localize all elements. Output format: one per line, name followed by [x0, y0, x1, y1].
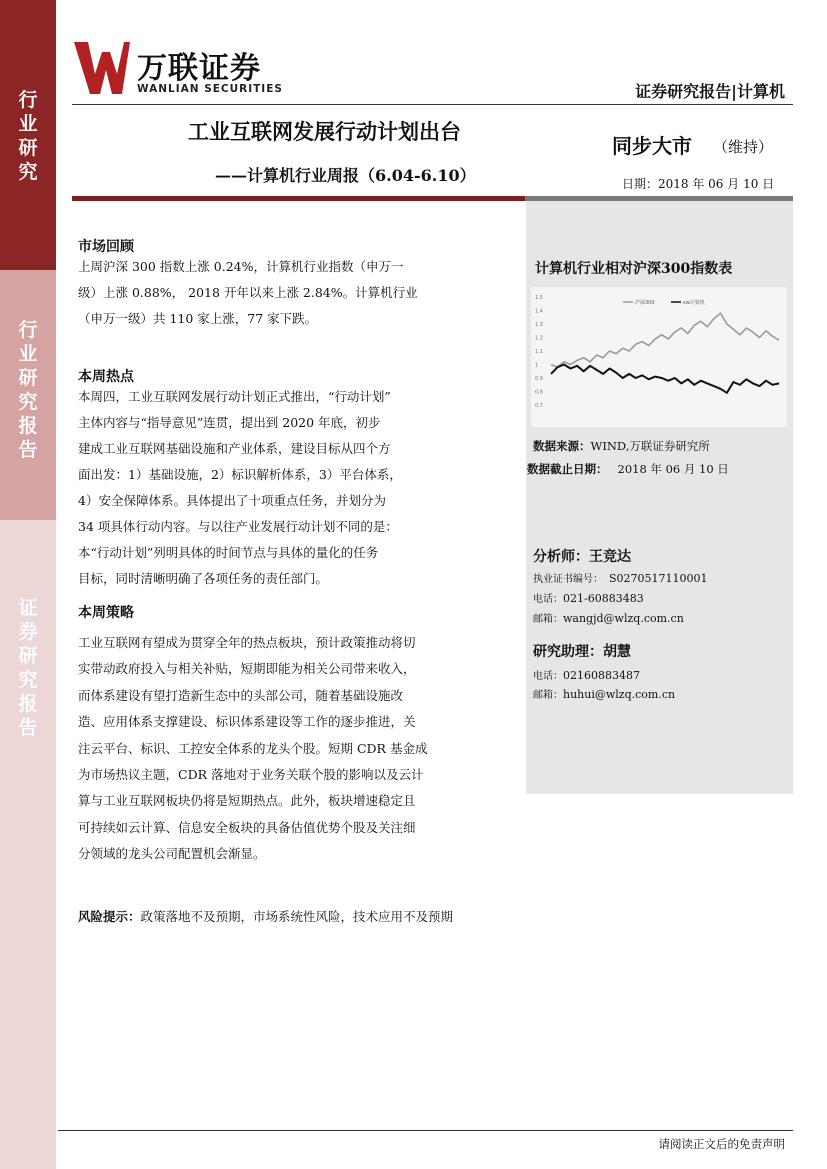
- section-body-market: [78, 254, 478, 332]
- y-tick-label: 1.4: [535, 308, 543, 315]
- section-body-hot: [78, 384, 478, 592]
- assistant-email: [533, 686, 675, 701]
- y-tick-label: 0.8: [535, 389, 543, 396]
- analyst-email: [533, 610, 684, 625]
- text-line: 而体系建设有望打造新生态中的头部公司，随着基础设施改: [78, 687, 404, 703]
- text-line: （申万一级）共 110 家上涨，77 家下跌。: [78, 311, 318, 326]
- sidebar-label-industry-report: [0, 318, 56, 462]
- text-line: 本周四，工业互联网发展行动计划正式推出，“行动计划”: [78, 389, 391, 404]
- sidebar-char: 券: [18, 621, 38, 643]
- sidebar-char: 究: [18, 391, 38, 413]
- wanlian-logo-icon: [72, 40, 130, 96]
- analyst-phone-label: 电话：: [533, 594, 563, 605]
- y-tick-label: 0.7: [535, 403, 543, 409]
- text-line: 可持续如云计算、信息安全板块的具备估值优势个股及关注细: [78, 819, 416, 835]
- sidebar-label-industry-research: [0, 88, 56, 184]
- sidebar-char: 业: [18, 343, 38, 365]
- y-tick-label: 1.3: [535, 322, 543, 328]
- sidebar-char: 证: [18, 597, 38, 619]
- sidebar-char: 究: [18, 161, 38, 183]
- y-tick-label: 1.5: [535, 295, 543, 301]
- assistant-heading: 研究助理：胡慧: [533, 644, 631, 660]
- data-cutoff: [527, 461, 729, 477]
- sidebar-char: 告: [18, 439, 38, 461]
- logo-english-name: WANLIAN SECURITIES: [137, 83, 283, 95]
- text-line: 算与工业互联网板块仍将是短期热点。此外，板块增速稳定且: [78, 793, 416, 809]
- data-source-label: 数据来源：: [533, 439, 591, 453]
- rating-status: （维持）: [713, 138, 774, 156]
- header-divider: [72, 104, 793, 105]
- data-source-text: WIND,万联证券研究所: [590, 439, 710, 453]
- sidebar-label-securities-report: [0, 596, 56, 740]
- assistant-email-address[interactable]: huhui@wlzq.com.cn: [563, 688, 676, 701]
- text-line: 建成工业互联网基础设施和产业体系，建设目标从四个方: [78, 441, 391, 456]
- analyst-phone: [533, 590, 644, 605]
- text-line: 级）上涨 0.88%， 2018 开年以来上涨 2.84%。计算机行业: [78, 285, 418, 300]
- analyst-heading: 分析师：王竞达: [533, 549, 631, 565]
- sidebar-char: 告: [18, 717, 38, 739]
- data-source: [533, 438, 710, 454]
- sidebar-char: 研: [18, 645, 38, 667]
- section-heading-strategy: 本周策略: [78, 605, 134, 621]
- risk-label: 风险提示：: [78, 909, 141, 924]
- analyst-cert-label: 执业证书编号：: [533, 574, 603, 585]
- sidebar-char: 行: [18, 89, 38, 111]
- section-body-strategy: [78, 630, 474, 868]
- text-line: 分领域的龙头公司配置机会渐显。: [78, 846, 266, 862]
- text-line: 为市场热议主题，CDR 落地对于业务关联个股的影响以及云计: [78, 767, 424, 783]
- disclaimer: 请阅读正文后的免责声明: [658, 1137, 785, 1151]
- data-cutoff-label: 数据截止日期：: [527, 462, 608, 476]
- y-tick-label: 1: [535, 362, 539, 369]
- assistant-phone-label: 电话：: [533, 671, 563, 682]
- section-heading-hot: 本周热点: [78, 369, 134, 385]
- text-line: 4）安全保障体系。具体提出了十项重点任务，并划分为: [78, 493, 386, 508]
- risk-warning: [78, 905, 478, 929]
- text-line: 本“行动计划”列明具体的时间节点与具体的量化的任务: [78, 545, 379, 560]
- analyst-email-address[interactable]: wangjd@wlzq.com.cn: [563, 612, 684, 625]
- chart-area: [531, 287, 787, 427]
- index-line-chart: [531, 287, 787, 427]
- series-line: [551, 365, 779, 393]
- analyst-email-label: 邮箱：: [533, 614, 563, 625]
- rating: 同步大市: [612, 134, 692, 158]
- data-cutoff-date: 2018 年 06 月 10 日: [617, 462, 729, 476]
- legend-label: sw计算机: [683, 300, 705, 306]
- sidebar-char: 究: [18, 669, 38, 691]
- logo-chinese-name: 万联证券: [137, 51, 261, 86]
- section-heading-market: 市场回顾: [78, 239, 134, 255]
- sidebar-char: 业: [18, 113, 38, 135]
- analyst-cert: [533, 570, 708, 585]
- sidebar-char: 报: [18, 693, 38, 715]
- assistant-email-label: 邮箱：: [533, 690, 563, 701]
- y-tick-label: 1.1: [535, 349, 543, 355]
- analyst-phone-number: 021-60883483: [563, 592, 644, 605]
- text-line: 面出发：1）基础设施，2）标识解析体系，3）平台体系，: [78, 467, 402, 482]
- risk-text: 政策落地不及预期，市场系统性风险，技术应用不及预期: [140, 909, 454, 924]
- y-tick-label: 1.2: [535, 335, 543, 342]
- report-subtitle: ——计算机行业周报（6.04-6.10）: [215, 166, 476, 185]
- y-tick-label: 0.9: [535, 376, 543, 382]
- text-line: 工业互联网有望成为贯穿全年的热点板块，预计政策推动将切: [78, 635, 416, 650]
- sidebar-char: 行: [18, 319, 38, 341]
- report-date: 日期：2018 年 06 月 10 日: [622, 177, 775, 191]
- legend-label: 沪深300: [635, 300, 655, 306]
- text-line: 实带动政府投入与相关补贴，短期即能为相关公司带来收入，: [78, 661, 416, 677]
- chart-title: 计算机行业相对沪深300指数表: [535, 261, 733, 277]
- sidebar-char: 报: [18, 415, 38, 437]
- sidebar-char: 研: [18, 367, 38, 389]
- sidebar-char: 研: [18, 137, 38, 159]
- text-line: 主体内容与“指导意见”连贯，提出到 2020 年底，初步: [78, 415, 381, 430]
- assistant-phone-number: 02160883487: [563, 669, 640, 682]
- report-title: 工业互联网发展行动计划出台: [188, 119, 461, 144]
- title-rule-red: [72, 196, 525, 201]
- analyst-cert-number: S0270517110001: [609, 572, 708, 585]
- text-line: 造、应用体系支撑建设、标识体系建设等工作的逐步推进，关: [78, 714, 416, 730]
- assistant-phone: [533, 667, 640, 682]
- text-line: 34 项具体行动内容。与以往产业发展行动计划不同的是：: [78, 519, 398, 534]
- report-type: 证券研究报告|计算机: [635, 82, 785, 101]
- text-line: 注云平台、标识、工控安全体系的龙头个股。短期 CDR 基金成: [78, 740, 428, 756]
- text-line: 目标，同时清晰明确了各项任务的责任部门。: [78, 571, 329, 586]
- series-line: [551, 313, 779, 367]
- text-line: 上周沪深 300 指数上涨 0.24%，计算机行业指数（申万一: [78, 259, 404, 274]
- footer-divider: [58, 1130, 793, 1131]
